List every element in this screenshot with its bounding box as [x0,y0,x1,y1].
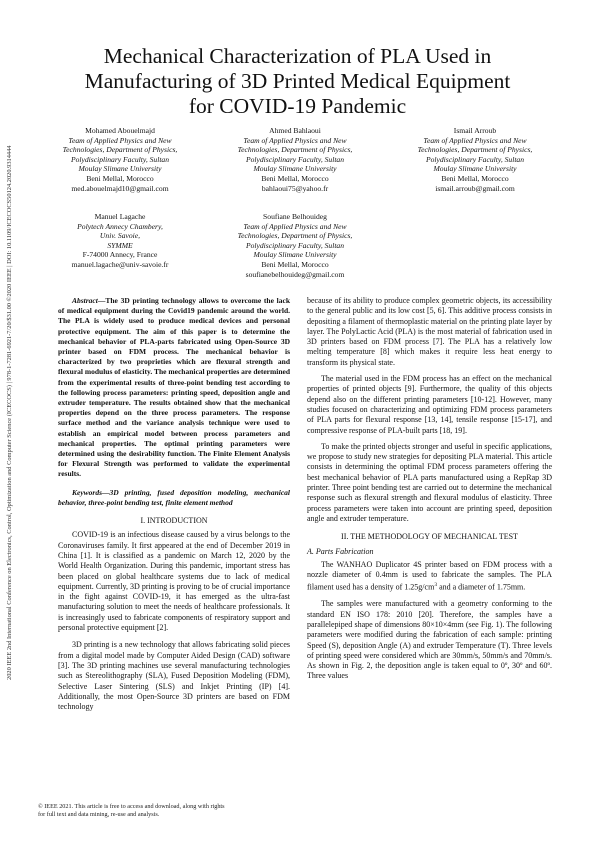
intro-paragraph: 3D printing is a new technology that allows fabricating solid pieces from a digital model made by Computer Aided Design (CAD) software [3]. The 3D printing machines use several manufacturing technologies such as Stereolithography (SLA), Fused Deposition Modeling (FDM), Selective Laser Sintering (SLS) and Inkjet Printing (IP) [4]. Additionally, the most Open-Source 3D printers are based on FDM technology [58,640,290,712]
author-affiliation: Polydisciplinary Faculty, Sultan [245,154,345,164]
author-email: soufianebelhouideg@gmail.com [245,269,345,279]
author-affiliation: Team of Applied Physics and New [423,135,527,145]
intro-paragraph: COVID-19 is an infectious disease caused by a virus belongs to the Coronaviruses family. It first appeared at the end of December 2019 in China [1]. It is classified as a pandemic on March 12, 2020 by the World Health Organization. During this pandemic, important stress has been placed on global healthcare systems due to lack of medical equipment. Currently, 3D printing is proving to be of crucial importance in the fight against COVID-19, it has emerged as the ultra-fast manufacturing solution to meet the needs of healthcare professionals. It is increasingly used to fabricate components of respiratory support and personal protective equipment [2]. [58,530,290,633]
title-line: for COVID-19 Pandemic [188,94,407,119]
author-affiliation: Technologies, Department of Physics, [62,145,178,155]
author-block [40,212,200,270]
author-city: Beni Mellal, Morocco [86,173,154,183]
body-paragraph: To make the printed objects stronger and useful in specific applications, we propose to study new strategies for depositing PLA material. This article consists in determining the optimal FDM process parameters offering the best mechanical behavior of PLA parts manufactured using a RepRap 3D printer. Three point bending test are carried out to determine the mechanical response such as flexural strength and flexural modulus of elasticity. Three process parameters were taken into account are printing speed, deposition angle and extruder temperature. [307,441,552,523]
author-affiliation: Team of Applied Physics and New [243,221,347,231]
author-city: F-74000 Annecy, France [82,250,158,260]
abstract-label: Abstract [72,296,98,305]
author-email: ismail.arroub@gmail.com [435,183,515,193]
left-column [58,296,290,712]
author-name: Soufiane Belhouideg [263,212,327,221]
author-email: manuel.lagache@univ-savoie.fr [71,259,169,269]
author-affiliation: Polydisciplinary Faculty, Sultan [70,154,170,164]
author-affiliation: Moulay Slimane University [253,164,337,174]
title-line: Manufacturing of 3D Printed Medical Equipment [84,69,511,94]
author-affiliation: Technologies, Department of Physics, [237,145,353,155]
author-name: Manuel Lagache [94,212,146,221]
text-run: The WANHAO Duplicator 4S printer based on FDM process with a nozzle diameter of 0.4mm is used to fabricate the samples. The PLA filament used has a density of 1.25g/cm [307,559,552,593]
title-line: Mechanical Characterization of PLA Used in [103,44,492,69]
author-block [395,126,555,193]
footer-line: for full text and data mining, re-use and analysis. [38,811,160,818]
right-column [307,296,552,682]
author-block [215,126,375,193]
author-block [40,126,200,193]
copyright-footer [38,803,298,819]
text-run: and a diameter of 1.75mm. [437,583,526,593]
author-affiliation: SYMME [107,240,133,250]
author-city: Beni Mellal, Morocco [261,173,329,183]
author-block [215,212,375,279]
author-affiliation: Polytech Annecy Chambery, [77,221,163,231]
author-city: Beni Mellal, Morocco [261,259,329,269]
keywords-text: —3D printing, fused deposition modeling, mechanical behavior, three-point bending test, finite element method [58,487,290,507]
abstract-text: —The 3D printing technology allows to overcome the lack of medical equipment during the Covid19 pandemic around the world. The PLA is widely used to produce medical devices and personal protective equipment. The aim of this paper is to determine the mechanical behavior of PLA-parts fabricated using Open-Source 3D printer based on FDM process. The mechanical behavior is characterized by two proprieties which are flexural strength and flexural modulus of elasticity. The mechanical properties are determined from the experimental results of three-point bending test according to the following process parameters: printing speed, deposition angle and extruder temperature. The results obtained show that the mechanical properties depend on the three process parameters. The response surface method and the variance analysis technique were used to establish an empirical model between process parameters and mechanical properties. The optimal printing parameters were determined using the desirability function. The Finite Element Analysis for Flexural Strength was performed to validate the experimental results. [58,296,290,479]
author-affiliation: Moulay Slimane University [78,164,162,174]
conference-margin-note [6,40,18,680]
author-name: Mohamed Abouelmajd [85,126,155,135]
author-affiliation: Moulay Slimane University [253,250,337,260]
body-paragraph: The samples were manufactured with a geometry conforming to the standard EN ISO 178: 2010 [20]. Therefore, the samples have a parallelepiped shape of dimensions 80×10×4mm (see Fig. 1). The following parameters were modified during the fabrication of each sample: printing Speed (S), deposition Angle (A) and extruder Temperature (T). Three levels of printing speed were considered which are 30mm/s, 50mm/s and 70mm/s. As shown in Fig. 2, the deposition angle is taken equal to 0º, 30º and 60º. Three values [307,599,552,681]
body-paragraph: The material used in the FDM process has an effect on the mechanical properties of printed objects [9]. Furthermore, the quality of this objects depend also on the different printing parameters [10-12]. However, many studies focused on characterizing and optimizing FDM process parameters of PLA parts for flexural response [13, 14], tensile response [15-17], and compressive response of PLA-built parts [18, 19]. [307,374,552,435]
author-affiliation: Polydisciplinary Faculty, Sultan [425,154,525,164]
section-heading-methodology: II. THE METHODOLOGY OF MECHANICAL TEST [341,532,518,542]
author-affiliation: Team of Applied Physics and New [243,135,347,145]
keywords-label: Keywords [72,487,102,497]
author-affiliation: Technologies, Department of Physics, [237,231,353,241]
author-affiliation: Polydisciplinary Faculty, Sultan [245,240,345,250]
subsection-heading: A. Parts Fabrication [307,546,374,556]
body-paragraph [307,560,552,594]
margin-text: 2020 IEEE 2nd International Conference on Electronics, Control, Optimization and Computer Science (ICECOCS) | 978-1-7281-6921-7/20/$31.00 ©2020 IEEE | DOI: 10.1109/ICECOCS50124.2020.9314444 [6,145,13,680]
abstract [58,296,290,480]
author-email: med.abouelmajd10@gmail.com [71,183,169,193]
footer-line: © IEEE 2021. This article is free to access and download, along with rights [38,803,225,810]
author-name: Ismail Arroub [453,126,497,135]
superscript: 3 [434,582,438,589]
author-affiliation: Univ. Savoie, [99,231,141,241]
author-email: bahlaoui75@yahoo.fr [261,183,329,193]
paper-title [40,44,555,119]
author-affiliation: Technologies, Department of Physics, [417,145,533,155]
author-name: Ahmed Bahlaoui [269,126,321,135]
keywords [58,488,290,508]
author-affiliation: Moulay Slimane University [433,164,517,174]
body-paragraph: because of its ability to produce complex geometric objects, its accessibility to the general public and its low cost [5, 6]. This additive process consists in depositing a filament of thermoplastic material on the printing plate layer by layer. The PolyLactic Acid (PLA) is the most material of fabrication used in 3D printers based on FDM process [7]. The PLA has a relatively low melting temperature [8] which makes it require less heat energy to transform its physical state. [307,296,552,367]
author-city: Beni Mellal, Morocco [441,173,509,183]
section-heading-introduction: I. INTRODUCTION [140,516,208,526]
author-affiliation: Team of Applied Physics and New [68,135,172,145]
